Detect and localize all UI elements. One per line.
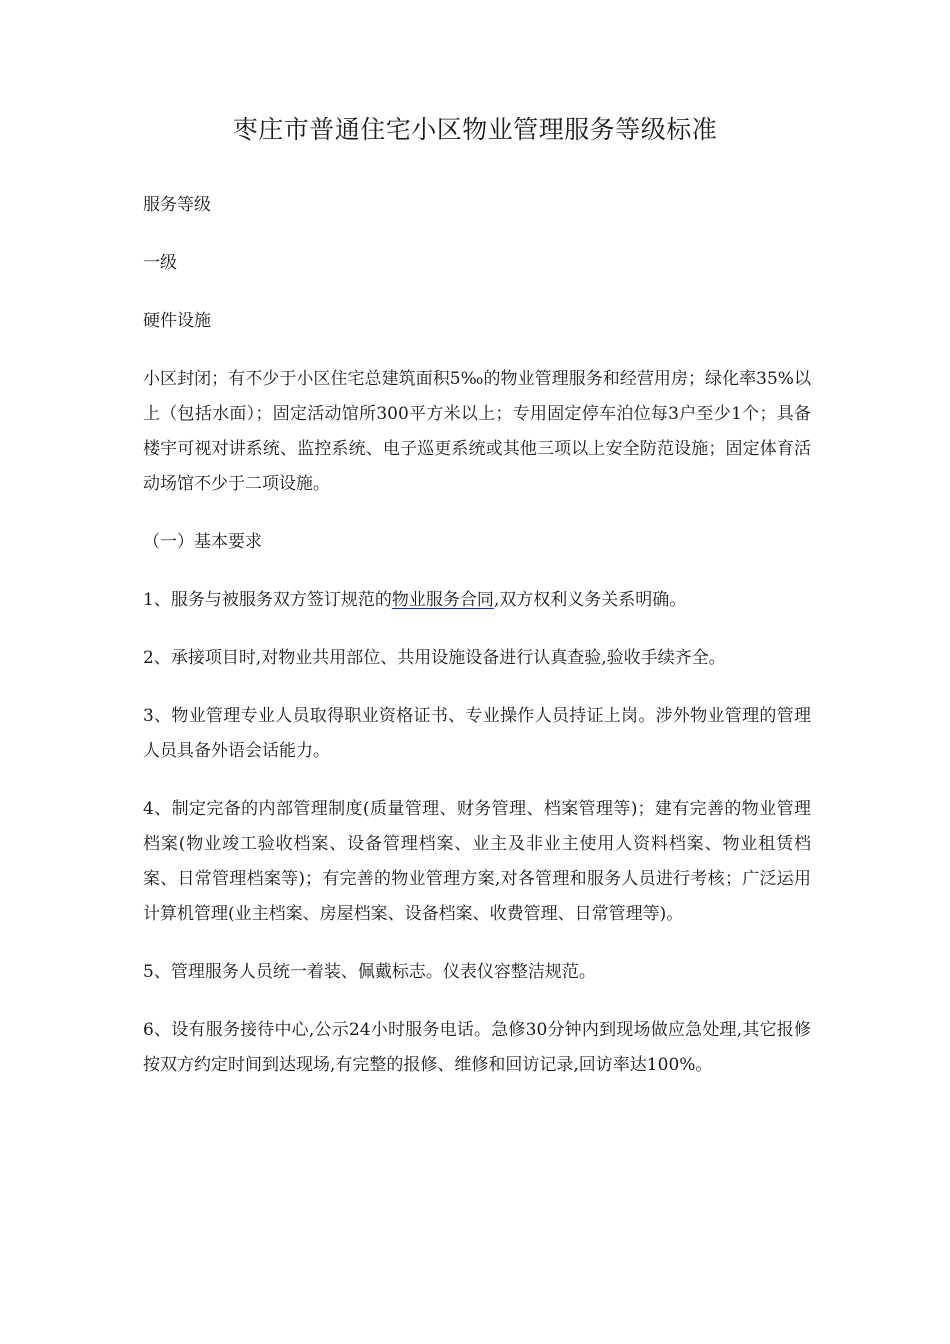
item-3: 3、物业管理专业人员取得职业资格证书、专业操作人员持证上岗。涉外物业管理的管理人员具备外语会话能力。: [143, 706, 811, 761]
hardware-paragraph: 小区封闭；有不少于小区住宅总建筑面积5‰的物业管理服务和经营用房；绿化率35%以上（包括水面）；固定活动馆所300平方米以上；专用固定停车泊位每3户至少1个；具备楼宇可视对讲系统、监控系统、电子巡更系统或其他三项以上安全防范设施；固定体育活动场馆不少于二项设施。: [143, 369, 811, 494]
item-1-text-after: ,双方权利义务关系明确。: [493, 590, 687, 610]
item-5: 5、管理服务人员统一着装、佩戴标志。仪表仪容整洁规范。: [143, 962, 596, 982]
label-service-level: 服务等级: [143, 195, 211, 215]
section-heading-basic: （一）基本要求: [143, 532, 262, 552]
item-1: [143, 583, 811, 618]
document-body: [143, 188, 811, 1106]
property-service-contract-link[interactable]: 物业服务合同: [391, 590, 494, 610]
item-4: 4、制定完备的内部管理制度(质量管理、财务管理、档案管理等)；建有完善的物业管理档案(物业竣工验收档案、设备管理档案、业主及非业主使用人资料档案、物业租赁档案、日常管理档案等)；有完善的物业管理方案,对各管理和服务人员进行考核；广泛运用计算机管理(业主档案、房屋档案、设备档案、收费管理、日常管理等)。: [143, 799, 811, 924]
label-hardware: 硬件设施: [143, 311, 211, 331]
document-title: 枣庄市普通住宅小区物业管理服务等级标准: [232, 115, 718, 144]
item-6: 6、设有服务接待中心,公示24小时服务电话。急修30分钟内到现场做应急处理,其它报修按双方约定时间到达现场,有完整的报修、维修和回访记录,回访率达100%。: [143, 1020, 811, 1075]
label-level-one: 一级: [143, 253, 177, 273]
item-1-text-before: 1、服务与被服务双方签订规范的: [143, 590, 392, 610]
item-2: 2、承接项目时,对物业共用部位、共用设施设备进行认真查验,验收手续齐全。: [143, 648, 726, 668]
